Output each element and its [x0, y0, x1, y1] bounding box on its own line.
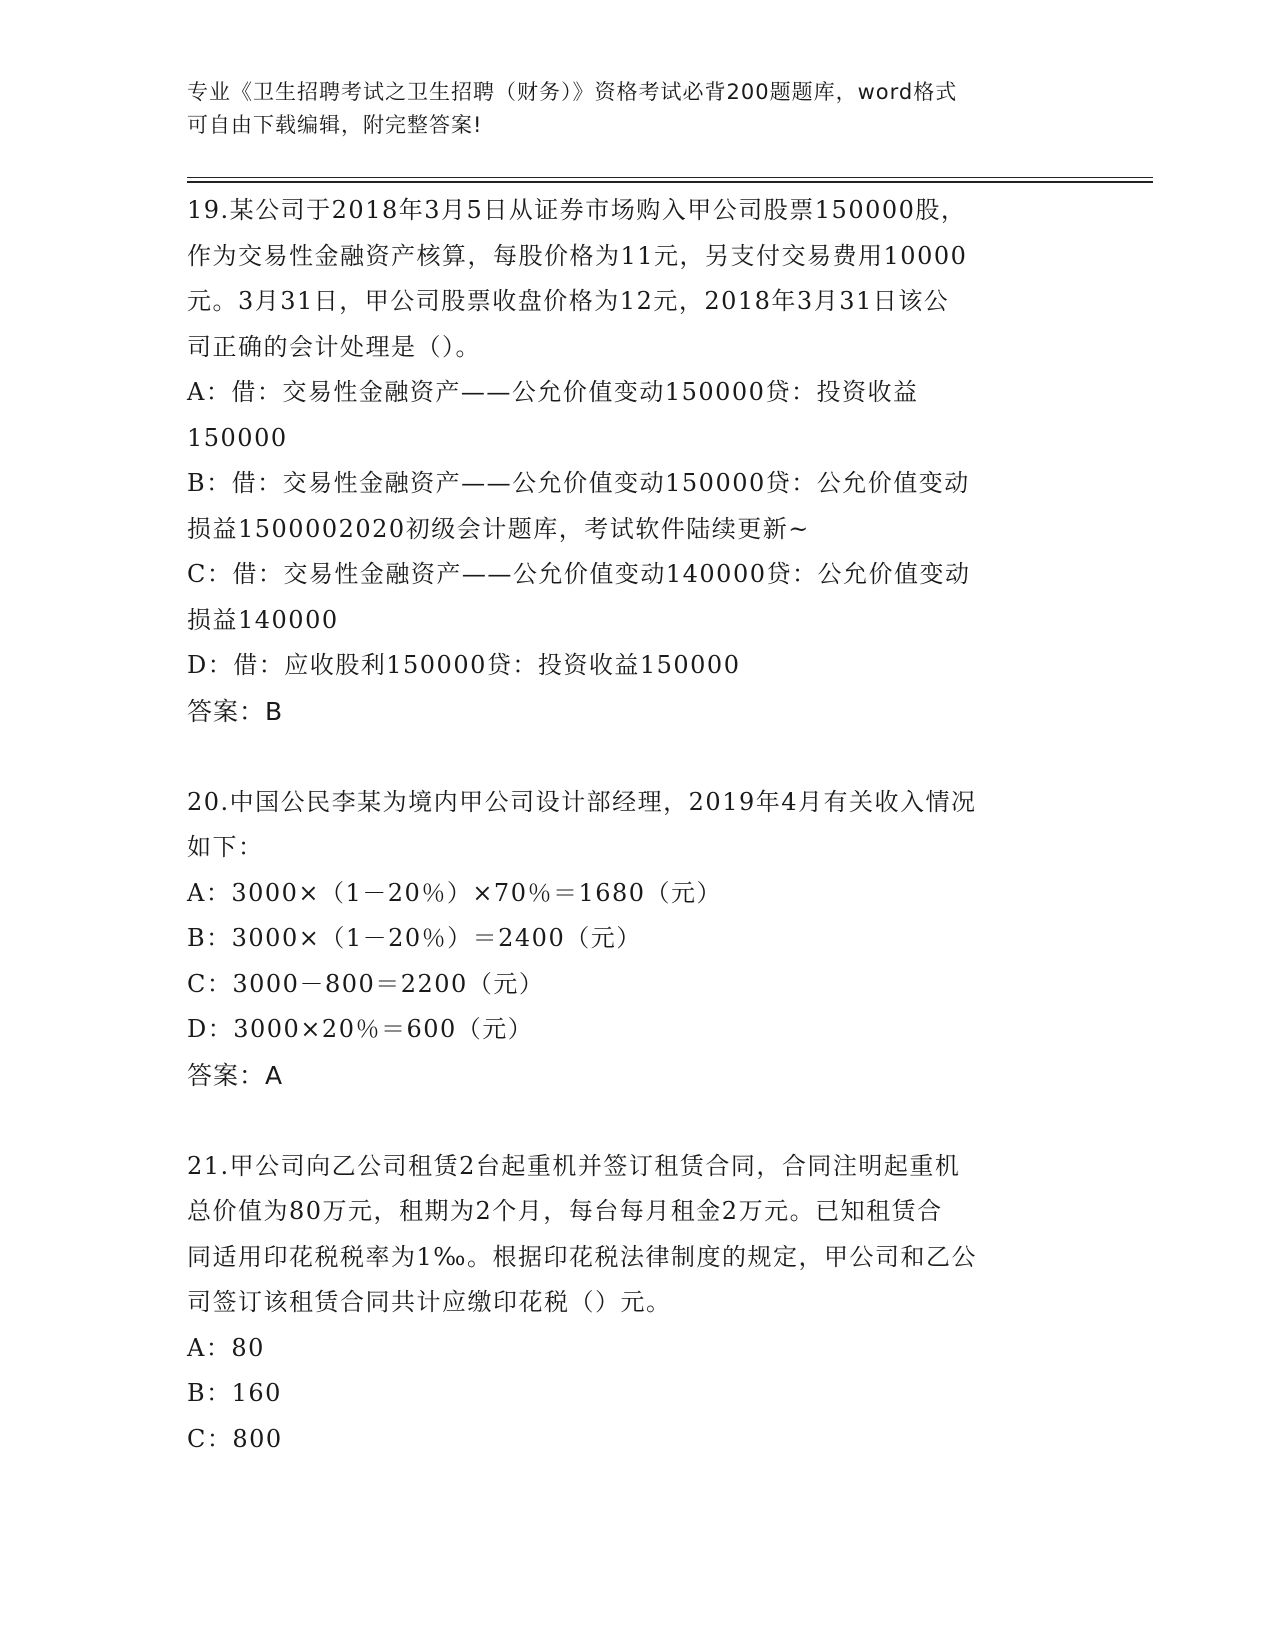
option-b: B：借：交易性金融资产——公允价值变动150000贷：公允价值变动	[187, 469, 970, 497]
option-c: C：3000－800＝2200（元）	[187, 969, 545, 998]
option-b-continued: 损益1500002020初级会计题库，考试软件陆续更新~	[187, 514, 810, 543]
document-header	[187, 76, 1067, 142]
header-line-2: 可自由下载编辑，附完整答案!	[187, 113, 483, 137]
question-stem-line: 如下：	[187, 833, 264, 861]
option-a-continued: 150000	[187, 423, 288, 452]
option-c: C：借：交易性金融资产——公允价值变动140000贷：公允价值变动	[187, 560, 971, 588]
question-stem-line: 元。3月31日，甲公司股票收盘价格为12元，2018年3月31日该公	[187, 287, 950, 315]
option-a: A：借：交易性金融资产——公允价值变动150000贷：投资收益	[187, 378, 919, 406]
question-stem-line: 司正确的会计处理是（）。	[187, 332, 481, 361]
question-list	[187, 188, 1087, 1462]
option-b: B：160	[187, 1379, 282, 1407]
question-stem-line: 21.甲公司向乙公司租赁2台起重机并签订租赁合同，合同注明起重机	[187, 1151, 961, 1180]
spacer	[187, 1098, 1087, 1144]
question-stem-line: 司签订该租赁合同共计应缴印花税（）元。	[187, 1288, 672, 1316]
question-21	[187, 1144, 1087, 1463]
header-line-1: 专业《卫生招聘考试之卫生招聘（财务）》资格考试必背200题题库，word格式	[187, 80, 958, 104]
option-d: D：3000×20％＝600（元）	[187, 1015, 534, 1043]
option-b: B：3000×（1－20％）＝2400（元）	[187, 924, 642, 952]
question-stem-line: 总价值为80万元，租期为2个月，每台每月租金2万元。已知租赁合	[187, 1197, 943, 1225]
answer-label: 答案：B	[187, 696, 284, 726]
option-a: A：3000×（1－20％）×70％＝1680（元）	[187, 878, 723, 907]
question-19	[187, 188, 1087, 734]
question-stem-line: 同适用印花税税率为1‰。根据印花税法律制度的规定，甲公司和乙公	[187, 1242, 977, 1271]
option-d: D：借：应收股利150000贷：投资收益150000	[187, 651, 741, 679]
spacer	[187, 734, 1087, 780]
header-divider-thin	[187, 177, 1153, 178]
question-stem-line: 20.中国公民李某为境内甲公司设计部经理，2019年4月有关收入情况	[187, 787, 977, 816]
question-stem-line: 作为交易性金融资产核算，每股价格为11元，另支付交易费用10000	[187, 241, 968, 270]
option-c: C：800	[187, 1424, 283, 1453]
question-stem-line: 19.某公司于2018年3月5日从证券市场购入甲公司股票150000股，	[187, 196, 967, 224]
answer-label: 答案：A	[187, 1060, 284, 1090]
header-divider-thick	[187, 181, 1153, 183]
question-20	[187, 780, 1087, 1099]
option-c-continued: 损益140000	[187, 605, 339, 634]
option-a: A：80	[187, 1333, 265, 1362]
